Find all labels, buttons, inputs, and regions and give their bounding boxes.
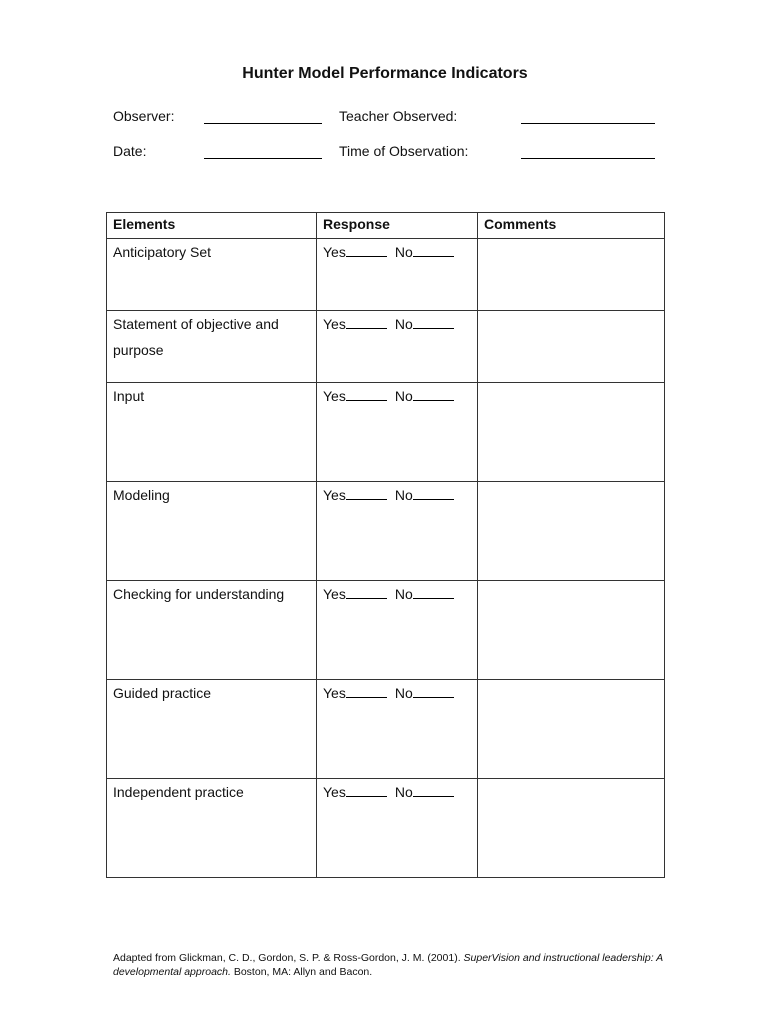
table-row bbox=[107, 680, 665, 779]
yes-label: Yes bbox=[323, 586, 346, 602]
date-field[interactable] bbox=[204, 158, 322, 159]
table-row bbox=[107, 482, 665, 581]
response-cell[interactable] bbox=[317, 581, 478, 680]
no-blank[interactable] bbox=[413, 316, 454, 329]
yes-blank[interactable] bbox=[346, 388, 387, 401]
teacher-observed-label: Teacher Observed: bbox=[339, 108, 458, 124]
yes-label: Yes bbox=[323, 487, 346, 503]
table-row bbox=[107, 239, 665, 311]
header-response: Response bbox=[317, 213, 478, 239]
teacher-observed-field[interactable] bbox=[521, 123, 655, 124]
yes-blank[interactable] bbox=[346, 244, 387, 257]
table-row bbox=[107, 581, 665, 680]
yes-label: Yes bbox=[323, 784, 346, 800]
date-label: Date: bbox=[113, 143, 147, 159]
table-row bbox=[107, 779, 665, 878]
response-cell[interactable] bbox=[317, 311, 478, 383]
performance-indicators-table bbox=[106, 212, 665, 878]
no-blank[interactable] bbox=[413, 685, 454, 698]
citation-footer bbox=[113, 951, 673, 979]
no-label: No bbox=[394, 784, 413, 800]
element-cell: Anticipatory Set bbox=[107, 239, 317, 311]
no-label: No bbox=[394, 244, 413, 260]
comments-cell[interactable] bbox=[478, 239, 665, 311]
no-blank[interactable] bbox=[413, 388, 454, 401]
element-cell: Modeling bbox=[107, 482, 317, 581]
response-cell[interactable] bbox=[317, 239, 478, 311]
no-label: No bbox=[394, 316, 413, 332]
element-cell: Guided practice bbox=[107, 680, 317, 779]
no-blank[interactable] bbox=[413, 487, 454, 500]
yes-blank[interactable] bbox=[346, 784, 387, 797]
no-label: No bbox=[394, 586, 413, 602]
no-label: No bbox=[394, 685, 413, 701]
no-blank[interactable] bbox=[413, 586, 454, 599]
citation-publisher: Boston, MA: Allyn and Bacon. bbox=[230, 966, 373, 978]
yes-blank[interactable] bbox=[346, 586, 387, 599]
comments-cell[interactable] bbox=[478, 383, 665, 482]
element-cell: Statement of objective and purpose bbox=[107, 311, 317, 383]
table-header-row bbox=[107, 213, 665, 239]
citation-text: Adapted from Glickman, C. D., Gordon, S. P. & Ross-Gordon, J. M. (2001). bbox=[113, 952, 464, 964]
element-cell: Checking for understanding bbox=[107, 581, 317, 680]
comments-cell[interactable] bbox=[478, 311, 665, 383]
time-of-observation-field[interactable] bbox=[521, 158, 655, 159]
yes-blank[interactable] bbox=[346, 316, 387, 329]
yes-label: Yes bbox=[323, 316, 346, 332]
comments-cell[interactable] bbox=[478, 779, 665, 878]
citation-title: SuperVision and instructional leadership: A developmental approach. bbox=[113, 952, 663, 978]
table-row bbox=[107, 311, 665, 383]
response-cell[interactable] bbox=[317, 383, 478, 482]
comments-cell[interactable] bbox=[478, 482, 665, 581]
response-cell[interactable] bbox=[317, 680, 478, 779]
no-label: No bbox=[394, 388, 413, 404]
response-cell[interactable] bbox=[317, 482, 478, 581]
no-blank[interactable] bbox=[413, 244, 454, 257]
element-cell: Independent practice bbox=[107, 779, 317, 878]
no-label: No bbox=[394, 487, 413, 503]
comments-cell[interactable] bbox=[478, 581, 665, 680]
table-row bbox=[107, 383, 665, 482]
yes-label: Yes bbox=[323, 244, 346, 260]
header-elements: Elements bbox=[107, 213, 317, 239]
yes-blank[interactable] bbox=[346, 685, 387, 698]
comments-cell[interactable] bbox=[478, 680, 665, 779]
header-comments: Comments bbox=[478, 213, 665, 239]
observer-field[interactable] bbox=[204, 123, 322, 124]
observer-label: Observer: bbox=[113, 108, 175, 124]
element-cell: Input bbox=[107, 383, 317, 482]
response-cell[interactable] bbox=[317, 779, 478, 878]
yes-label: Yes bbox=[323, 685, 346, 701]
page-title: Hunter Model Performance Indicators bbox=[242, 65, 528, 82]
yes-blank[interactable] bbox=[346, 487, 387, 500]
time-of-observation-label: Time of Observation: bbox=[339, 143, 469, 159]
no-blank[interactable] bbox=[413, 784, 454, 797]
yes-label: Yes bbox=[323, 388, 346, 404]
